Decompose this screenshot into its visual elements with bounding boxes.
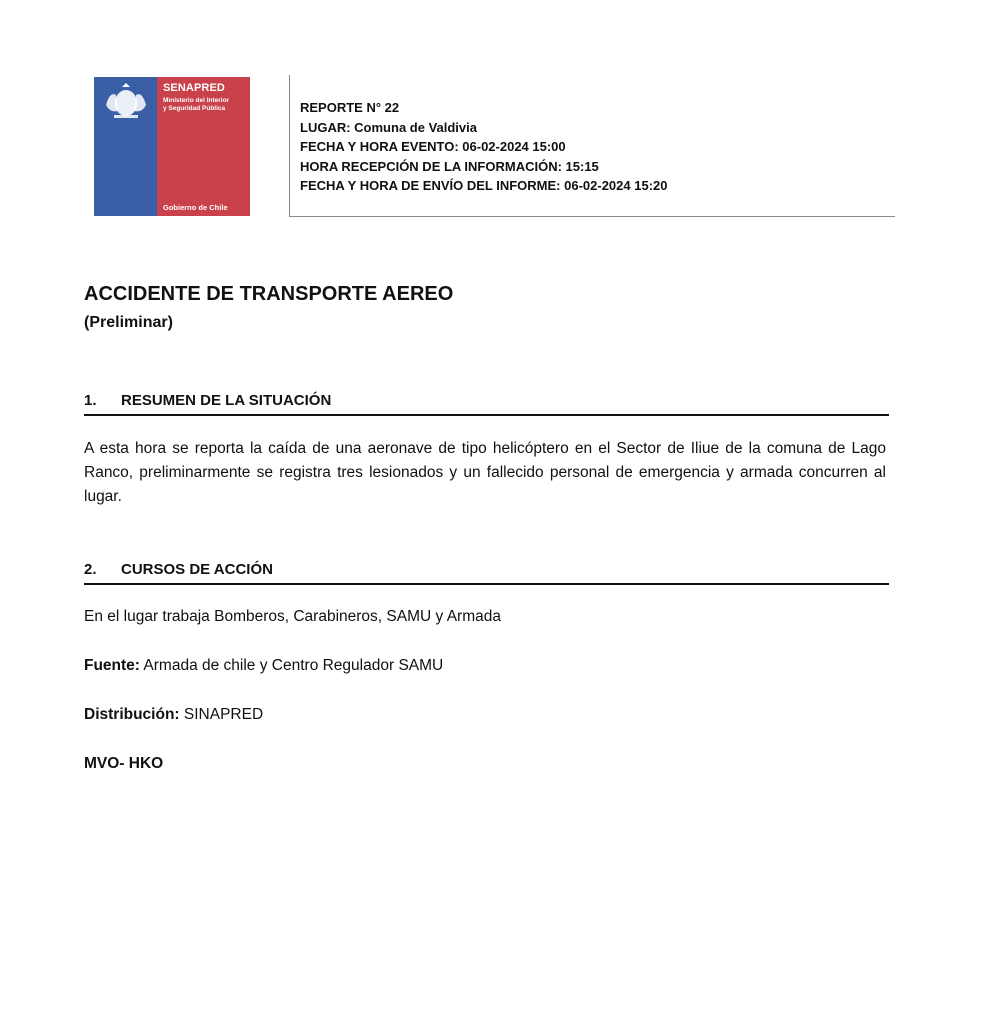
distribution-label: Distribución: bbox=[84, 706, 180, 723]
send-datetime: FECHA Y HORA DE ENVÍO DEL INFORME: 06-02-2024 15:20 bbox=[300, 178, 668, 193]
source-line bbox=[84, 657, 443, 675]
logo-footer: Gobierno de Chile bbox=[163, 203, 228, 212]
report-number: REPORTE N° 22 bbox=[300, 100, 400, 115]
section-number: 1. bbox=[84, 392, 97, 409]
section-number: 2. bbox=[84, 561, 97, 578]
section-heading-2 bbox=[84, 561, 273, 578]
situation-summary: A esta hora se reporta la caída de una aeronave de tipo helicóptero en el Sector de Iliue de la comuna de Lago Ranco, preliminarmente se registra tres lesionados y un fallecido personal de emergencia y armada concurren al lugar. bbox=[84, 440, 886, 505]
document-title: ACCIDENTE DE TRANSPORTE AEREO bbox=[84, 283, 454, 305]
section-title: RESUMEN DE LA SITUACIÓN bbox=[121, 392, 332, 409]
logo-subtitle bbox=[163, 97, 229, 113]
distribution-line bbox=[84, 706, 263, 724]
logo-blue-panel bbox=[94, 77, 157, 216]
logo-subtitle-line1: Ministerio del Interior bbox=[163, 97, 230, 104]
logo-title: SENAPRED bbox=[163, 82, 225, 94]
report-place bbox=[300, 118, 667, 138]
senapred-logo bbox=[94, 77, 250, 216]
source-value: Armada de chile y Centro Regulador SAMU bbox=[143, 657, 444, 674]
header-divider-vertical bbox=[289, 75, 290, 217]
source-label: Fuente: bbox=[84, 657, 140, 674]
section-rule-1 bbox=[84, 414, 889, 416]
distribution-value: SINAPRED bbox=[183, 706, 264, 723]
event-datetime: FECHA Y HORA EVENTO: 06-02-2024 15:00 bbox=[300, 139, 566, 154]
author-initials: MVO- HKO bbox=[84, 755, 164, 772]
section-heading-1 bbox=[84, 392, 331, 409]
coat-of-arms-icon bbox=[100, 83, 152, 123]
reception-time: HORA RECEPCIÓN DE LA INFORMACIÓN: 15:15 bbox=[300, 158, 599, 174]
header-divider-horizontal bbox=[289, 216, 895, 217]
document-subtitle: (Preliminar) bbox=[84, 314, 173, 331]
place-label: LUGAR: bbox=[300, 119, 351, 135]
section-title: CURSOS DE ACCIÓN bbox=[121, 561, 273, 578]
logo-subtitle-line2: y Seguridad Pública bbox=[163, 105, 226, 112]
logo-red-panel bbox=[157, 77, 250, 216]
place-value: Comuna de Valdivia bbox=[354, 119, 477, 135]
section-rule-2 bbox=[84, 583, 889, 585]
report-header-info bbox=[300, 98, 667, 196]
action-courses-text: En el lugar trabaja Bomberos, Carabineros, SAMU y Armada bbox=[84, 608, 501, 625]
